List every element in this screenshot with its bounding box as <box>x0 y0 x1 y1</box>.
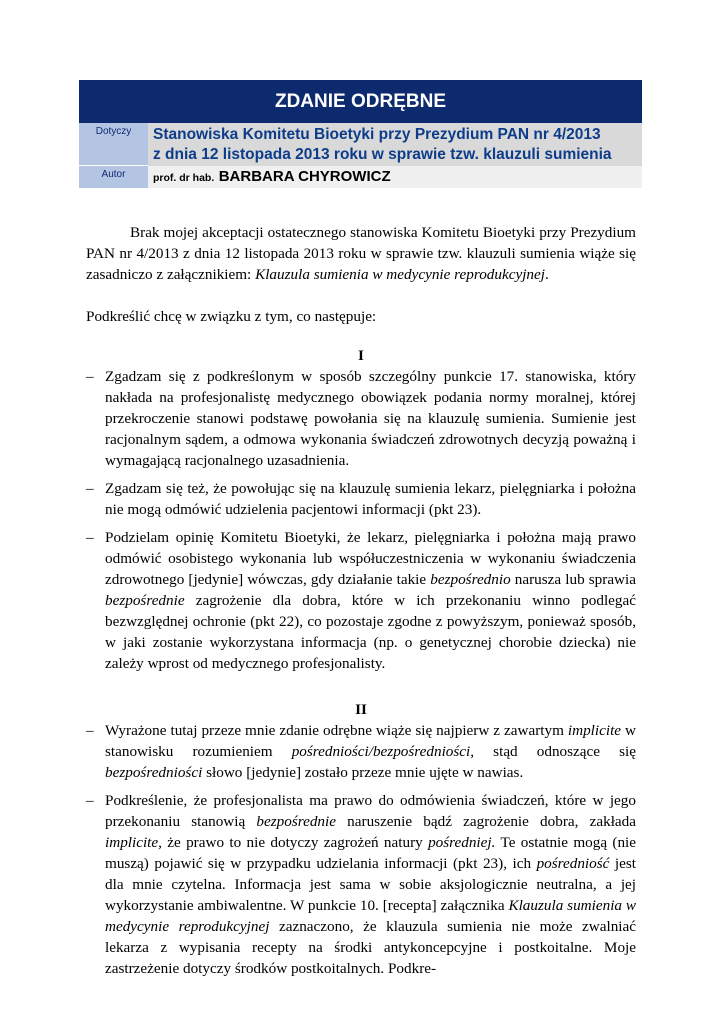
subject-value <box>148 123 642 166</box>
header-table <box>79 80 642 188</box>
subject-line-2: z dnia 12 listopada 2013 roku w sprawie tzw. klauzuli sumienia <box>153 146 612 163</box>
author-row <box>79 166 642 188</box>
list-item: – Zgadzam się też, że powołując się na klauzulę sumienia lekarz, pielęgniarka i położna nie mogą odmówić udzielenia pacjentowi informacji (pkt 23). <box>86 480 636 518</box>
list-item: – Podkreślenie, że profesjonalista ma prawo do odmówienia świadczeń, które w jego przekonaniu stanowią bezpośrednie naruszenie bądź zagrożenie dobra, zakłada implicite, że prawo to nie dotyczy zagrożeń natury pośredniej. Te ostatnie mogą (nie muszą) pojawić się w przypadku udzielania informacji (pkt 23), ich pośredniość jest dla mnie czytelna. Informacja jest sama w sobie aksjologicznie neutralna, a jej wykorzystanie ambiwalentne. W punkcie 10. [recepta] załącznika Klauzula sumienia w medycynie reprodukcyjnej zaznaczono, że klauzula sumienia nie może zwalniać lekarza z wypisania recepty na środki antykoncepcyjne i postkoitalne. Moje zastrzeżenie dotyczy środków postkoitalnych. Podkre- <box>86 792 637 977</box>
author-name: BARBARA CHYROWICZ <box>218 168 391 185</box>
section-1-list <box>86 366 636 674</box>
lead-paragraph: Podkreślić chcę w związku z tym, co następuje: <box>86 308 377 325</box>
document-body <box>86 222 636 986</box>
list-item: – Zgadzam się z podkreślonym w sposób szczególny punkcie 17. stanowiska, który nakłada na profesjonalistę medycznego obowiązek podania normy moralnej, której przekroczenie stanowi podstawę powołania się na klauzulę sumienia. Sumienie jest racjonalnym sądem, a odmowa wykonania świadczeń zdrowotnych decyzją poważną i wymagającą racjonalnego uzasadnienia. <box>86 368 636 469</box>
section-2-list <box>86 720 636 979</box>
subject-row <box>79 123 642 166</box>
document-title: ZDANIE ODRĘBNE <box>79 80 642 123</box>
section-heading-1: I <box>358 347 364 364</box>
list-item: – Podzielam opinię Komitetu Bioetyki, że lekarz, pielęgniarka i położna mają prawo odmówić osobistego wykonania lub współuczestniczenia w wykonaniu świadczenia zdrowotnego [jedynie] wówczas, gdy działanie takie bezpośrednio narusza lub sprawia bezpośrednie zagrożenie dla dobra, które w ich przekonaniu winno podlegać bezwzględnej ochronie (pkt 22), co pozostaje zgodne z powyższym, ponieważ sposób, w jaki zostanie wykorzystana informacja (np. o genetycznej chorobie dziecka) nie zależy wprost od medycznego profesjonalisty. <box>86 529 636 672</box>
subject-label: Dotyczy <box>79 123 148 166</box>
author-value <box>148 166 642 188</box>
section-heading-2: II <box>355 701 367 718</box>
author-prefix: prof. dr hab. <box>153 172 215 184</box>
intro-paragraph: Brak mojej akceptacji ostatecznego stanowiska Komitetu Bioetyki przy Prezydium PAN nr 4/2013 z dnia 12 listopada 2013 roku w sprawie tzw. klauzuli sumienia wiąże się zasadniczo z załącznikiem: Klauzula sumienia w medycynie reprodukcyjnej. <box>86 224 636 283</box>
author-label: Autor <box>79 166 148 188</box>
list-item: – Wyrażone tutaj przeze mnie zdanie odrębne wiąże się najpierw z zawartym implicite w stanowisku rozumieniem pośredniości/bezpośredniości, stąd odnoszące się bezpośredniości słowo [jedynie] zostało przeze mnie ujęte w nawias. <box>86 722 637 781</box>
subject-line-1: Stanowiska Komitetu Bioetyki przy Prezydium PAN nr 4/2013 <box>153 126 601 143</box>
